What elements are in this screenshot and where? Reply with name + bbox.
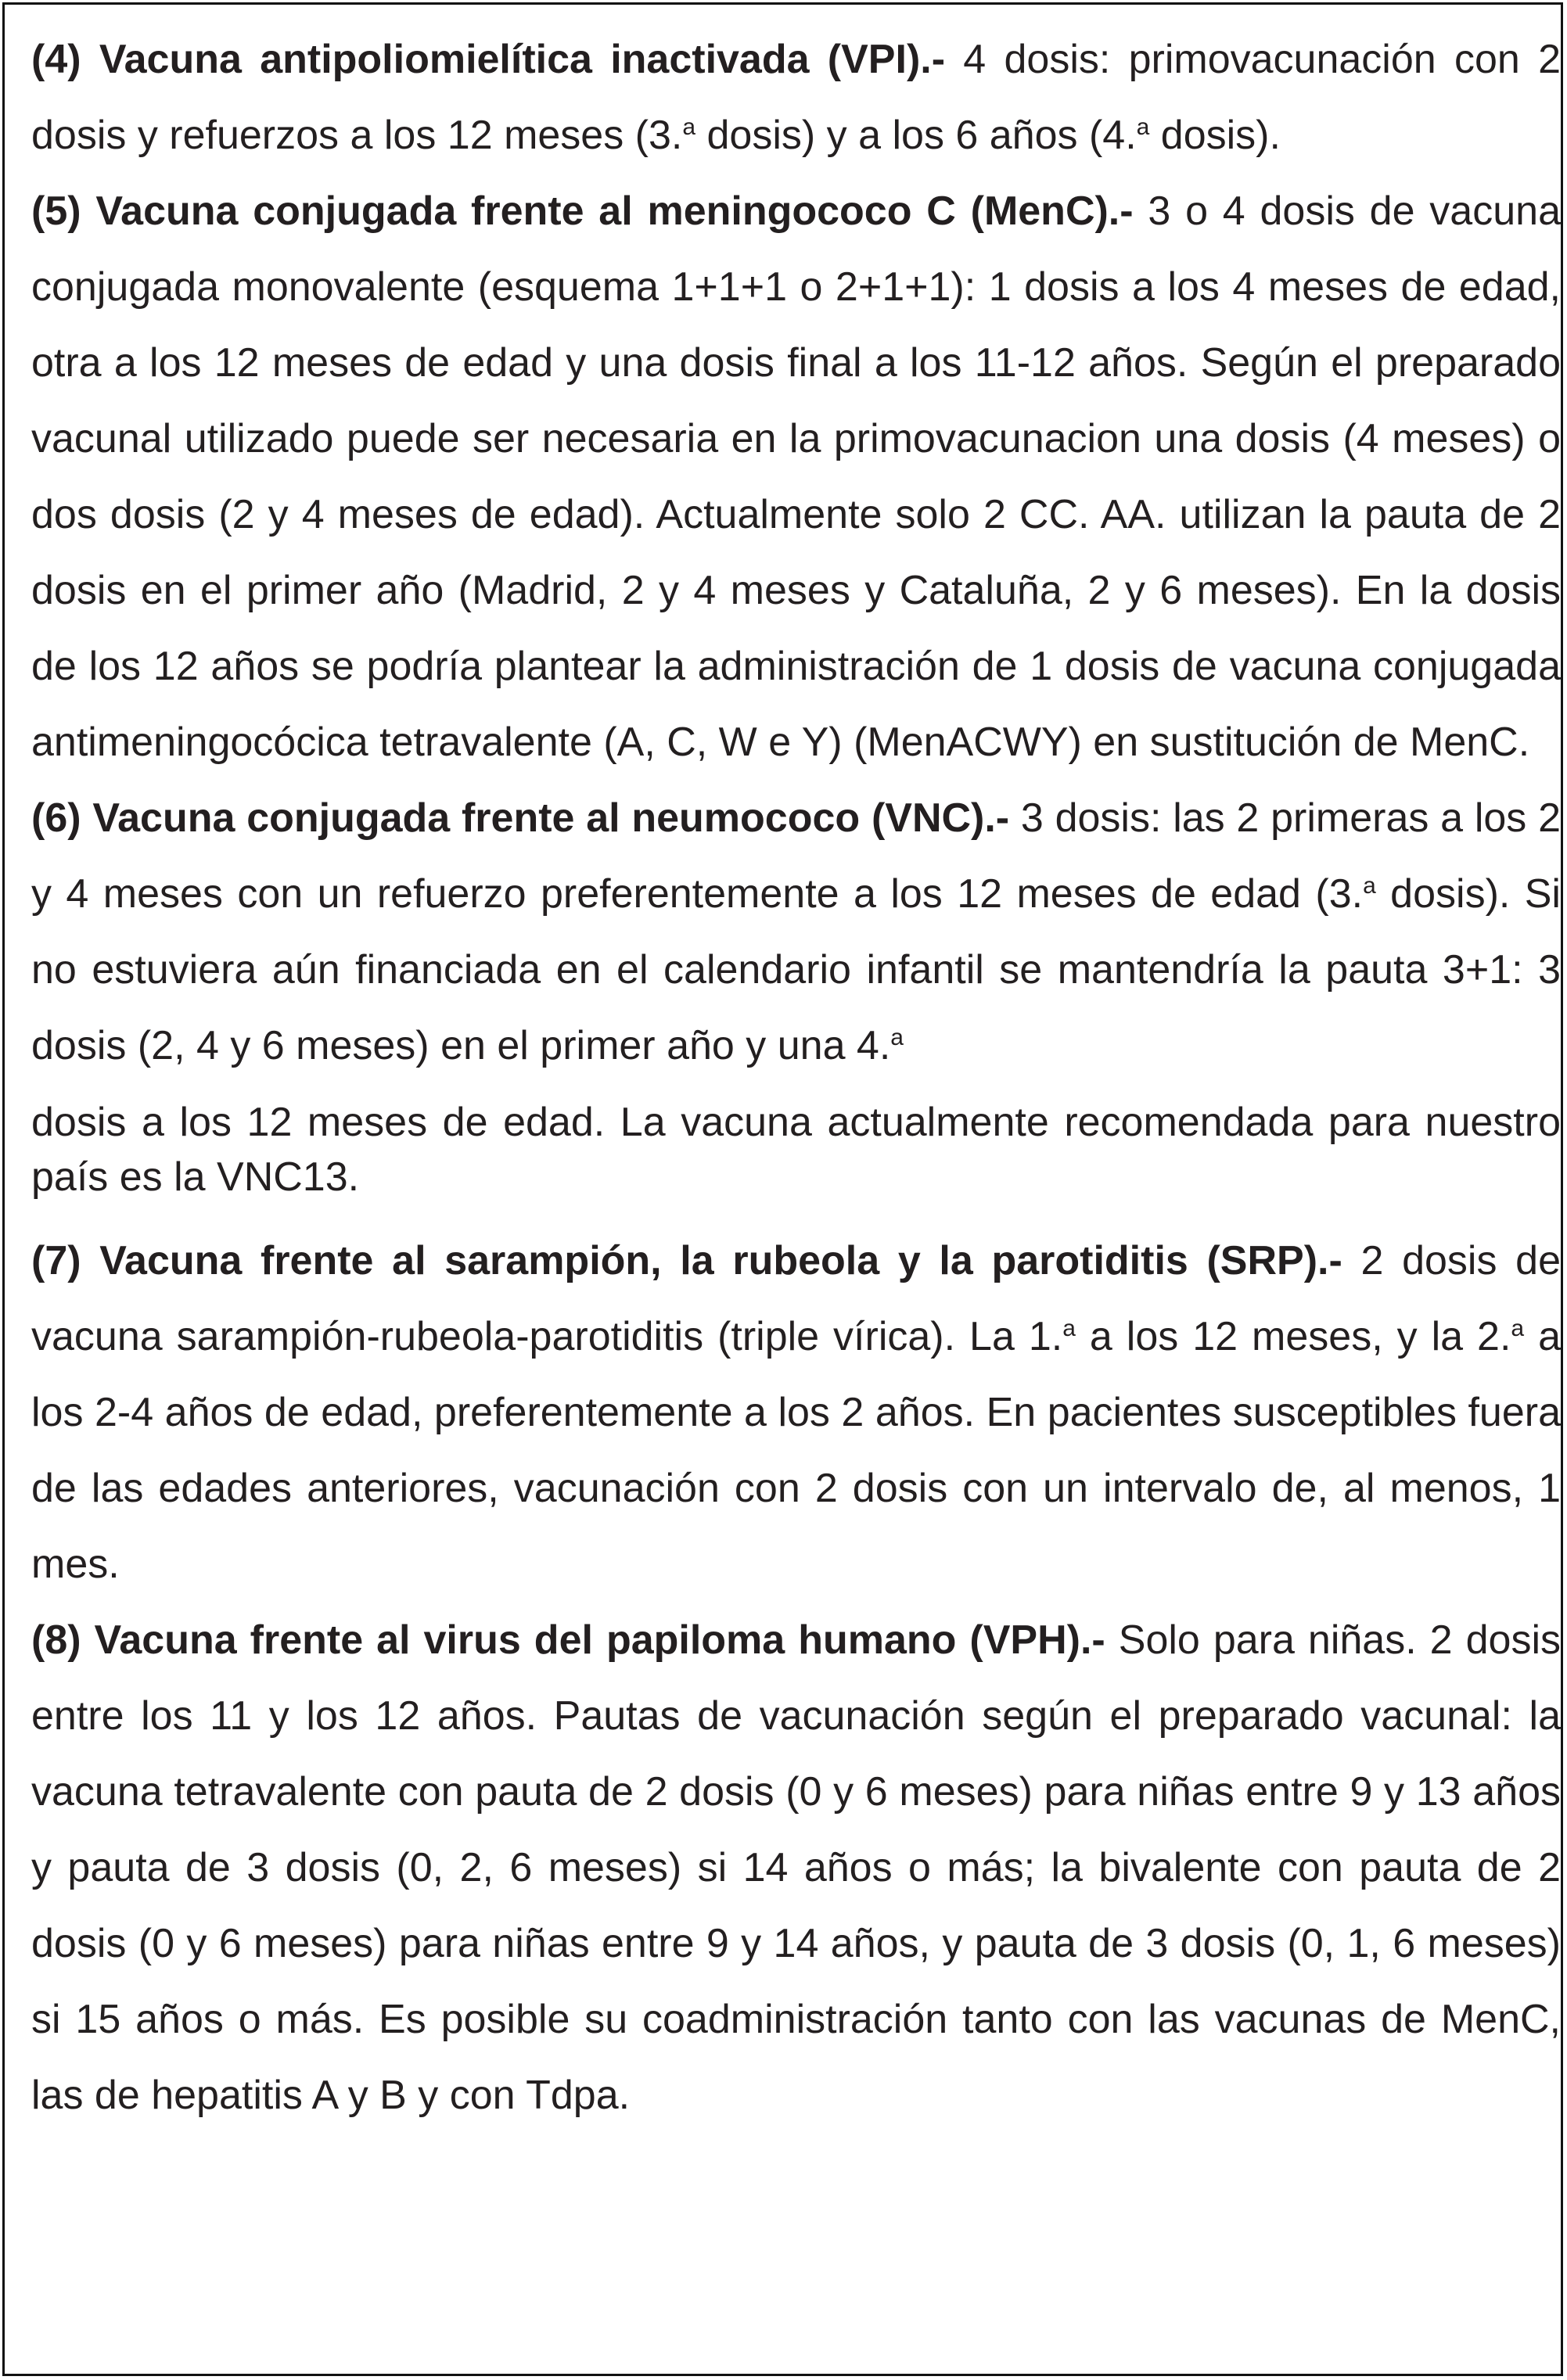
note-srp: (7) Vacuna frente al sarampión, la rubeola y la parotiditis (SRP).- 2 dosis de vacuna sarampión-rubeola-parotiditis (triple vírica). La 1.$^a$ a los 12 meses, y la 2.$^a$ a los 2-4 años de edad, preferentemente a los 2 años. En pacientes susceptibles fuera de las edades anteriores, vacunación con 2 dosis con un intervalo de, al menos, 1 mes. <box>31 1238 1561 1587</box>
note-vph: (8) Vacuna frente al virus del papiloma humano (VPH).- Solo para niñas. 2 dosis entre los 11 y los 12 años. Pautas de vacunación según el preparado vacunal: la vacuna tetravalente con pauta de 2 dosis (0 y 6 meses) para niñas entre 9 y 13 años y pauta de 3 dosis (0, 2, 6 meses) si 14 años o más; la bivalente con pauta de 2 dosis (0 y 6 meses) para niñas entre 9 y 14 años, y pauta de 3 dosis (0, 1, 6 meses) si 15 años o más. Es posible su coadministración tanto con las vacunas de MenC, las de hepatitis A y B y con Tdpa. <box>31 1617 1561 2118</box>
note-heading: (8) Vacuna frente al virus del papiloma humano (VPH).- <box>31 1617 1105 1663</box>
note-vpi: (4) Vacuna antipoliomielítica inactivada (VPI).- 4 dosis: primovacunación con 2 dosis y refuerzos a los 12 meses (3.$^a$ dosis) y a los 6 años (4.$^a$ dosis). <box>31 37 1561 158</box>
note-heading: (7) Vacuna frente al sarampión, la rubeola y la parotiditis (SRP).- <box>31 1238 1342 1283</box>
note-vnc: (6) Vacuna conjugada frente al neumococo (VNC).- 3 dosis: las 2 primeras a los 2 y 4 meses con un refuerzo preferentemente a los 12 meses de edad (3.$^a$ dosis). Si no estuviera aún financiada en el calendario infantil se mantendría la pauta 3+1: 3 dosis (2, 4 y 6 meses) en el primer año y una 4.$^a$ <box>31 795 1561 1068</box>
note-heading: (4) Vacuna antipoliomielítica inactivada (VPI).- <box>31 37 946 82</box>
vaccine-notes-box <box>2 2 1563 2376</box>
note-heading: (6) Vacuna conjugada frente al neumococo (VNC).- <box>31 795 1010 841</box>
note-menc: (5) Vacuna conjugada frente al meningococo C (MenC).- 3 o 4 dosis de vacuna conjugada monovalente (esquema 1+1+1 o 2+1+1): 1 dosis a los 4 meses de edad, otra a los 12 meses de edad y una dosis final a los 11-12 años. Según el preparado vacunal utilizado puede ser necesaria en la primovacunacion una dosis (4 meses) o dos dosis (2 y 4 meses de edad). Actualmente solo 2 CC. AA. utilizan la pauta de 2 dosis en el primer año (Madrid, 2 y 4 meses y Cataluña, 2 y 6 meses). En la dosis de los 12 años se podría plantear la administración de 1 dosis de vacuna conjugada antimeningocócica tetravalente (A, C, W e Y) (MenACWY) en sustitución de MenC. <box>31 188 1561 765</box>
note-vnc-tail: dosis a los 12 meses de edad. La vacuna actualmente recomendada para nuestro país es la VNC13. <box>31 1100 1561 1200</box>
notes-body <box>31 22 1561 2134</box>
note-heading: (5) Vacuna conjugada frente al meningococo C (MenC).- <box>31 188 1134 234</box>
